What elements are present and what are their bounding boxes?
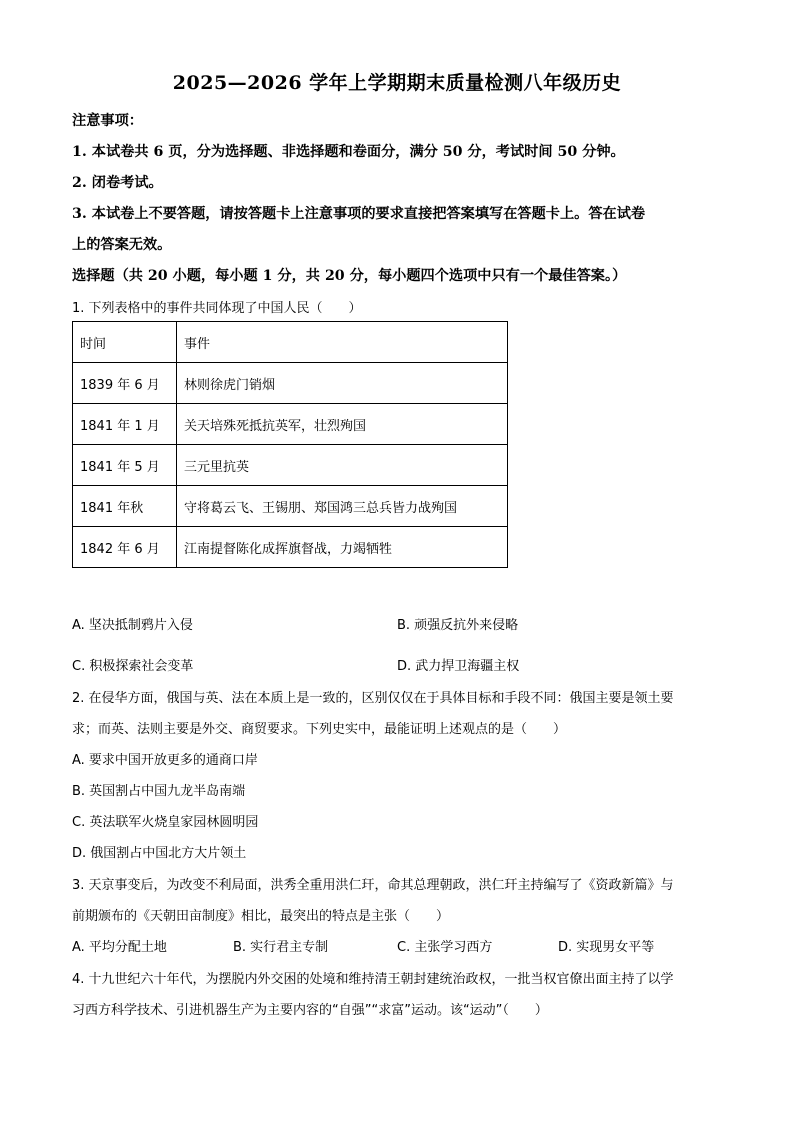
q4-stem-line-2: 习西方科学技术、引进机器生产为主要内容的“自强”“求富”运动。该“运动”（ ） (72, 1003, 548, 1018)
q3-option-b[interactable]: B. 实行君主专制 (233, 940, 329, 955)
q1-option-b[interactable]: B. 顽强反抗外来侵略 (397, 618, 519, 633)
q1-events-table (72, 321, 508, 568)
q2-option-c[interactable]: C. 英法联军火烧皇家园林圆明园 (72, 815, 259, 830)
table-row (73, 363, 508, 404)
table-header-row (73, 322, 508, 363)
q4-stem-line-1: 4. 十九世纪六十年代，为摆脱内外交困的处境和维持清王朝封建统治政权，一批当权官僚出面主持了以学 (72, 972, 674, 987)
table-cell-event: 三元里抗英 (177, 445, 508, 486)
q2-option-a[interactable]: A. 要求中国开放更多的通商口岸 (72, 753, 258, 768)
table-cell-event: 江南提督陈化成挥旗督战，力竭牺牲 (177, 527, 508, 568)
table-row (73, 404, 508, 445)
table-cell-time: 1842 年 6 月 (73, 527, 177, 568)
q1-option-d[interactable]: D. 武力捍卫海疆主权 (397, 659, 520, 674)
q2-stem-line-2: 求；而英、法则主要是外交、商贸要求。下列史实中，最能证明上述观点的是（ ） (72, 722, 567, 737)
table-header-time: 时间 (73, 322, 177, 363)
q1-option-c[interactable]: C. 积极探索社会变革 (72, 659, 194, 674)
q3-option-a[interactable]: A. 平均分配土地 (72, 940, 167, 955)
table-row (73, 527, 508, 568)
table-cell-event: 关天培殊死抵抗英军，壮烈殉国 (177, 404, 508, 445)
notice-item-3-cont: 上的答案无效。 (72, 237, 172, 253)
q2-option-d[interactable]: D. 俄国割占中国北方大片领土 (72, 846, 247, 861)
section-heading: 选择题（共 20 小题，每小题 1 分，共 20 分，每小题四个选项中只有一个最佳答案。） (72, 268, 627, 284)
q3-option-c[interactable]: C. 主张学习西方 (397, 940, 493, 955)
q3-stem-line-1: 3. 天京事变后，为改变不利局面，洪秀全重用洪仁玕，命其总理朝政，洪仁玕主持编写了《资政新篇》与 (72, 878, 674, 893)
notice-item-1: 1. 本试卷共 6 页，分为选择题、非选择题和卷面分，满分 50 分，考试时间 50 分钟。 (72, 144, 625, 160)
table-cell-time: 1841 年秋 (73, 486, 177, 527)
notice-heading: 注意事项： (72, 113, 143, 129)
q3-stem-line-2: 前期颁布的《天朝田亩制度》相比，最突出的特点是主张（ ） (72, 909, 450, 924)
table-cell-time: 1839 年 6 月 (73, 363, 177, 404)
table-header-event: 事件 (177, 322, 508, 363)
q2-option-b[interactable]: B. 英国割占中国九龙半岛南端 (72, 784, 246, 799)
notice-item-2: 2. 闭卷考试。 (72, 175, 163, 191)
q1-option-a[interactable]: A. 坚决抵制鸦片入侵 (72, 618, 193, 633)
table-row (73, 445, 508, 486)
q2-stem-line-1: 2. 在侵华方面，俄国与英、法在本质上是一致的，区别仅仅在于具体目标和手段不同：俄国主要是领土要 (72, 691, 674, 706)
table-cell-event: 林则徐虎门销烟 (177, 363, 508, 404)
q3-option-d[interactable]: D. 实现男女平等 (558, 940, 655, 955)
exam-title: 2025—2026 学年上学期期末质量检测八年级历史 (172, 72, 622, 94)
table-cell-time: 1841 年 5 月 (73, 445, 177, 486)
q1-stem: 1. 下列表格中的事件共同体现了中国人民（ ） (72, 301, 362, 316)
table-cell-time: 1841 年 1 月 (73, 404, 177, 445)
table-row (73, 486, 508, 527)
table-cell-event: 守将葛云飞、王锡朋、郑国鸿三总兵皆力战殉国 (177, 486, 508, 527)
notice-item-3: 3. 本试卷上不要答题，请按答题卡上注意事项的要求直接把答案填写在答题卡上。答在试卷 (72, 206, 646, 222)
